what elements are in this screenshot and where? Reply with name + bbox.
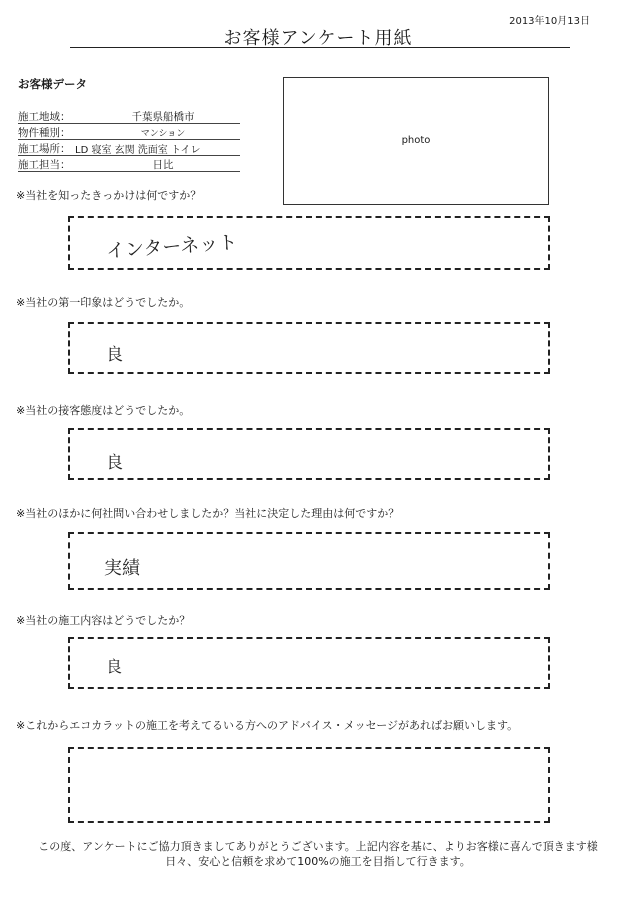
row-value: 千葉県船橋市 (131, 111, 195, 123)
row-label: 物件種別： (18, 127, 71, 139)
question-other-companies: ※当社のほかに何社問い合わせしましたか？当社に決定した理由は何ですか？ (16, 507, 400, 520)
question-first-impression: ※当社の第一印象はどうでしたか。 (16, 296, 191, 309)
page-title: お客様アンケート用紙 (223, 28, 413, 49)
question-customer-service: ※当社の接客態度はどうでしたか。 (16, 404, 191, 417)
question-construction-quality: ※当社の施工内容はどうでしたか？ (16, 614, 191, 627)
photo-placeholder-label: photo (401, 135, 431, 146)
answer-box-construction-quality (68, 637, 550, 689)
handwritten-answer: 実績 (104, 558, 140, 579)
footer-line-2: 日々、安心と信頼を求めて100%の施工を目指して行きます。 (165, 855, 471, 868)
answer-box-advice-message (68, 747, 550, 823)
row-value: マンション (140, 129, 186, 139)
row-label: 施工地域： (18, 111, 71, 123)
row-construction-area (18, 108, 240, 124)
row-value: 日比 (152, 159, 174, 171)
handwritten-answer: 良 (106, 453, 123, 473)
footer-line-1: この度、アンケートにご協力頂きましてありがとうございます。上記内容を基に、よりお客様に喜んで頂きます様 (38, 840, 598, 853)
answer-box-how-found (68, 216, 550, 270)
row-value: LD 寝室 玄関 洗面室 トイレ (75, 145, 201, 156)
answer-box-other-companies (68, 532, 550, 590)
row-person-in-charge (18, 156, 240, 172)
row-construction-location (18, 140, 240, 156)
photo-frame (283, 77, 549, 205)
survey-date: 2013年10月13日 (509, 16, 590, 27)
handwritten-answer: 良 (106, 657, 123, 676)
question-how-found: ※当社を知ったきっかけは何ですか？ (16, 189, 202, 202)
row-label: 施工場所： (18, 143, 71, 155)
row-label: 施工担当： (18, 159, 71, 171)
title-underline (70, 47, 570, 48)
handwritten-answer: 良 (106, 345, 123, 365)
answer-box-customer-service (68, 428, 550, 480)
question-advice-message: ※これからエコカラットの施工を考えてるいる方へのアドバイス・メッセージがあればお願いします。 (16, 719, 519, 732)
handwritten-answer: インターネット (105, 231, 239, 263)
answer-box-first-impression (68, 322, 550, 374)
row-property-type (18, 124, 240, 140)
customer-data-heading: お客様データ (18, 77, 87, 91)
